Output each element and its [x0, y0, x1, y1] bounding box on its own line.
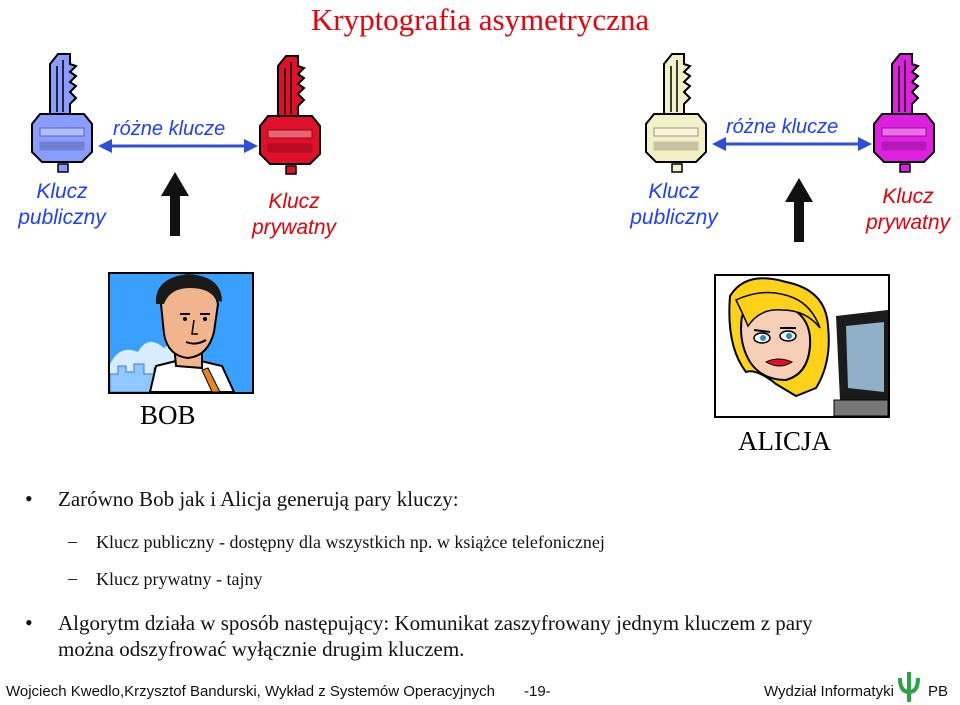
dash-marker: – — [68, 568, 77, 588]
footer-logo-text: PB — [928, 683, 949, 700]
alice-private-key-label: Klucz prywatny — [865, 185, 951, 234]
bob-portrait — [108, 272, 254, 394]
sub-item-2-text: Klucz prywatny - tajny — [96, 569, 263, 589]
alice-public-key-label: Klucz publiczny — [630, 180, 718, 229]
alice-up-arrow-icon — [785, 178, 813, 242]
sub-item-1-text: Klucz publiczny - dostępny dla wszystkich np. w książce telefonicznej — [96, 532, 605, 552]
footer-page-number: -19- — [524, 683, 551, 700]
alice-public-key-icon — [644, 52, 710, 174]
bullet-2-text: Algorytm działa w sposób następujący: Komunikat zaszyfrowany jednym kluczem z pary można odszyfrować wyłącznie drugim kluczem. — [58, 611, 813, 661]
alice-name-label: ALICJA — [738, 426, 831, 456]
bob-name-label: BOB — [140, 400, 196, 430]
bob-different-keys-label: różne klucze — [113, 118, 226, 140]
alice-private-key-icon — [872, 52, 938, 174]
pb-logo-icon — [896, 670, 922, 704]
bullet-dot: • — [25, 486, 33, 511]
bullet-1-text: Zarówno Bob jak i Alicja generują pary kluczy: — [58, 487, 459, 511]
footer-authors: Wojciech Kwedlo,Krzysztof Bandurski, Wykład z Systemów Operacyjnych — [6, 683, 495, 700]
page-title: Kryptografia asymetryczna — [310, 2, 650, 37]
bob-private-key-label: Klucz prywatny — [251, 190, 337, 239]
dash-marker: – — [68, 531, 77, 551]
alice-different-keys-label: różne klucze — [726, 116, 839, 138]
bob-up-arrow-icon — [161, 172, 189, 236]
bob-private-key-icon — [258, 54, 324, 176]
bob-public-key-icon — [30, 52, 96, 174]
bob-public-key-label: Klucz publiczny — [18, 180, 106, 229]
footer-department: Wydział Informatyki — [764, 683, 894, 700]
alice-portrait — [714, 274, 890, 418]
bullet-dot: • — [25, 610, 33, 635]
